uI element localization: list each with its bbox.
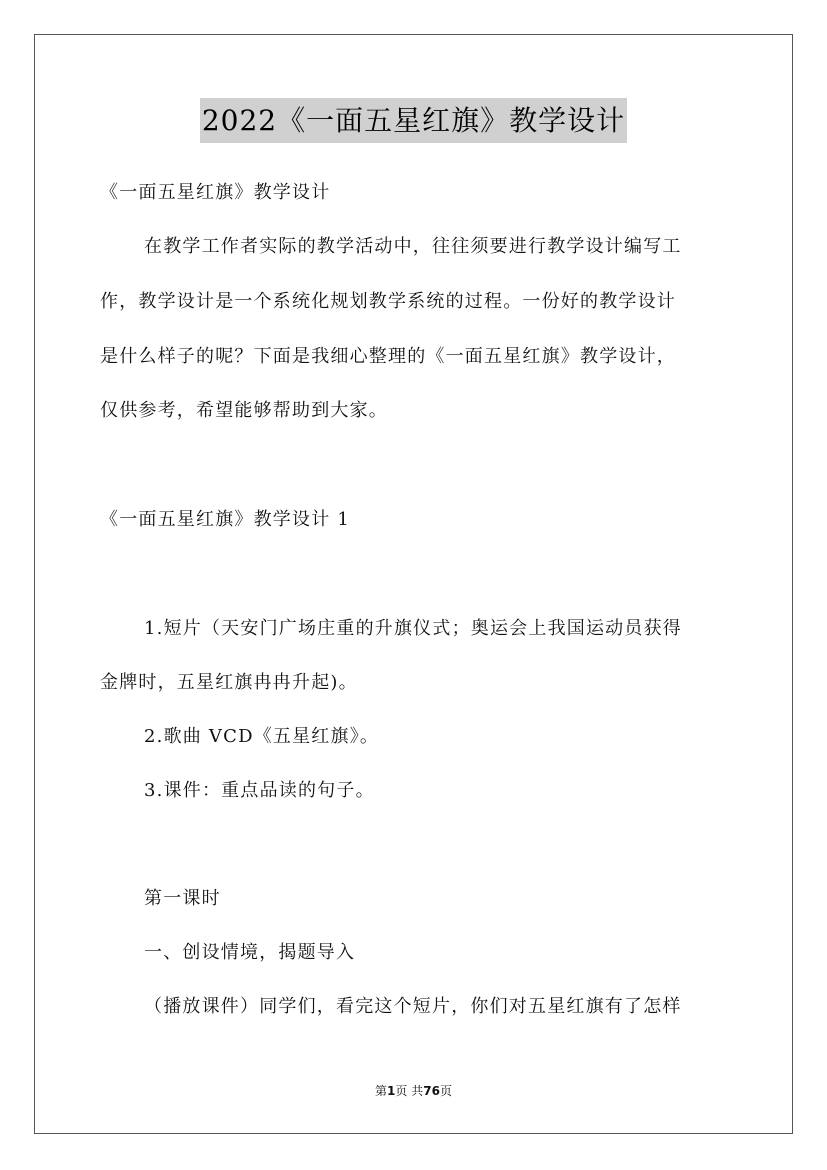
page-footer [0,1082,827,1099]
footer-page-number: 1 [387,1084,396,1098]
footer-total-pages: 76 [423,1084,440,1098]
title-container [0,98,827,143]
intro-line-1: 在教学工作者实际的教学活动中，往往须要进行教学设计编写工 [144,236,682,257]
prep-line-2: 金牌时，五星红旗冉冉升起)。 [100,672,358,693]
prep-line-1: 1.短片（天安门广场庄重的升旗仪式；奥运会上我国运动员获得 [144,618,682,639]
document-subtitle: 《一面五星红旗》教学设计 [100,182,331,203]
intro-line-4: 仅供参考，希望能够帮助到大家。 [100,400,388,421]
lesson-title: 第一课时 [144,888,221,909]
step-title: 一、创设情境，揭题导入 [144,942,356,963]
step-line: （播放课件）同学们，看完这个短片，你们对五星红旗有了怎样 [144,996,682,1017]
prep-line-3: 2.歌曲 VCD《五星红旗》。 [144,726,380,747]
section-heading: 《一面五星红旗》教学设计 1 [100,509,350,530]
footer-page-mid: 页 共 [395,1084,424,1098]
document-title: 2022《一面五星红旗》教学设计 [200,98,627,143]
footer-page-suffix: 页 [439,1084,452,1098]
intro-line-3: 是什么样子的呢？下面是我细心整理的《一面五星红旗》教学设计， [100,346,676,367]
footer-page-prefix: 第 [375,1084,388,1098]
intro-line-2: 作，教学设计是一个系统化规划教学系统的过程。一份好的教学设计 [100,291,676,312]
prep-line-4: 3.课件：重点品读的句子。 [144,780,375,801]
